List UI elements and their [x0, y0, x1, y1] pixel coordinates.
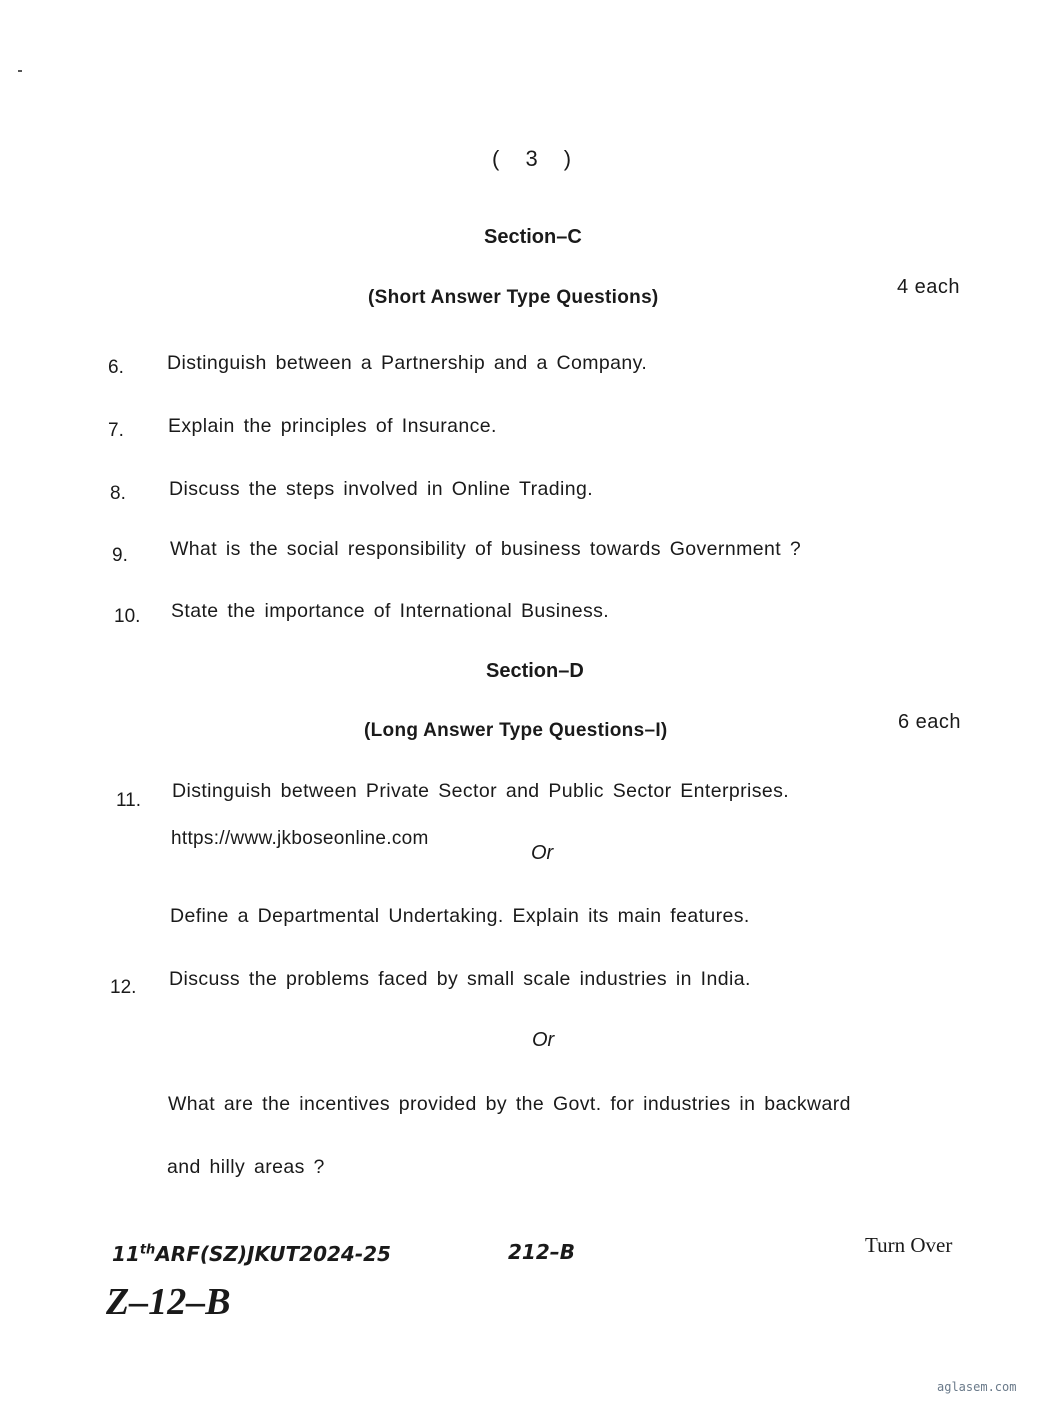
series-code: Z–12–B	[106, 1281, 231, 1323]
question-number: 6.	[108, 357, 124, 378]
question-number: 7.	[108, 420, 124, 441]
question-number: 10.	[114, 606, 141, 627]
exam-code	[112, 1242, 391, 1266]
exam-code-superscript: th	[139, 1242, 156, 1258]
or-separator: Or	[532, 1029, 555, 1051]
question-text: State the importance of International Business.	[171, 600, 610, 622]
section-c-subtitle: (Short Answer Type Questions)	[368, 287, 659, 308]
question-text: Discuss the problems faced by small scale industries in India.	[169, 968, 751, 990]
question-number: 11.	[116, 790, 142, 811]
question-text-alternative: Define a Departmental Undertaking. Explain its main features.	[170, 905, 750, 927]
page-number: ( 3 )	[492, 146, 582, 171]
or-separator: Or	[531, 842, 554, 864]
section-d-subtitle: (Long Answer Type Questions–I)	[364, 720, 668, 741]
question-text-alternative: What are the incentives provided by the Govt. for industries in backward	[168, 1093, 851, 1115]
question-text: Discuss the steps involved in Online Trading.	[169, 478, 594, 500]
question-number: 12.	[110, 977, 137, 998]
question-text: Distinguish between a Partnership and a Company.	[167, 352, 648, 374]
paper-code: 212–B	[508, 1240, 575, 1264]
question-text: Explain the principles of Insurance.	[168, 415, 497, 437]
section-c-title: Section–C	[484, 226, 582, 248]
source-url[interactable]: https://www.jkboseonline.com	[171, 828, 429, 849]
scan-speck	[18, 70, 22, 72]
section-d-marks: 6 each	[898, 711, 962, 733]
question-number: 8.	[110, 483, 126, 504]
section-c-marks: 4 each	[897, 276, 961, 298]
watermark: aglasem.com	[937, 1380, 1017, 1394]
turn-over-note: Turn Over	[865, 1233, 953, 1257]
exam-code-prefix: 11	[112, 1242, 140, 1266]
question-number: 9.	[112, 545, 128, 566]
question-text: What is the social responsibility of business towards Government ?	[170, 538, 802, 560]
section-d-title: Section–D	[486, 660, 584, 682]
question-text-alternative-cont: and hilly areas ?	[167, 1156, 325, 1178]
exam-code-rest: ARF(SZ)JKUT2024-25	[155, 1242, 391, 1266]
question-text: Distinguish between Private Sector and Public Sector Enterprises.	[172, 780, 790, 802]
